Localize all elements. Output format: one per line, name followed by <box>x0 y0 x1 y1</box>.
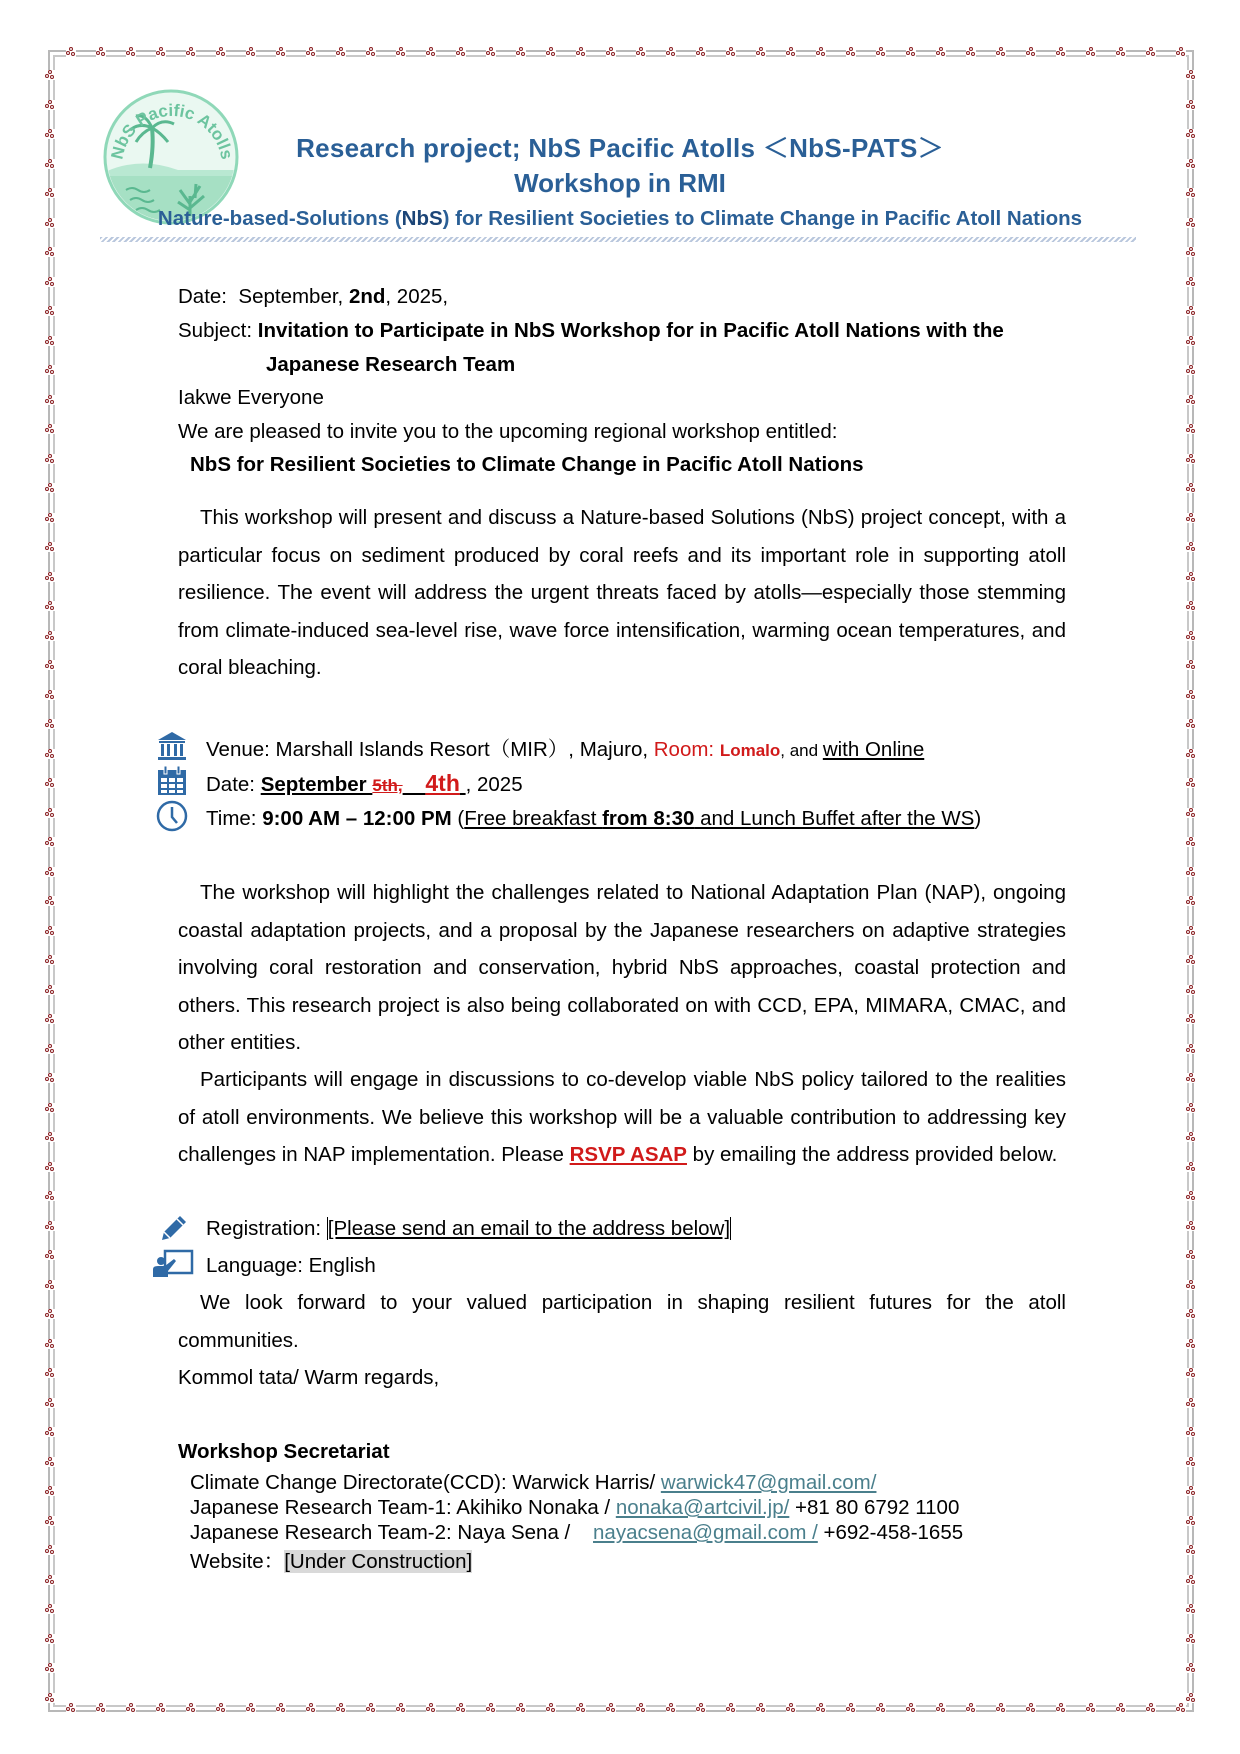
border-ornament-icon <box>1056 1703 1066 1713</box>
border-ornament-icon <box>786 1703 796 1713</box>
border-ornament-icon <box>45 1221 55 1231</box>
border-ornament-icon <box>936 1703 946 1713</box>
border-ornament-icon <box>45 100 55 110</box>
venue-line: Venue: Marshall Islands Resort（MIR）, Majuro, Room: Lomalo, and with Online <box>206 738 925 761</box>
border-ornament-icon <box>936 47 946 57</box>
border-ornament-icon <box>1186 926 1196 936</box>
border-ornament-icon <box>996 47 1006 57</box>
border-ornament-icon <box>186 1703 196 1713</box>
border-ornament-icon <box>45 1427 55 1437</box>
border-ornament-icon <box>156 47 166 57</box>
border-ornament-icon <box>666 47 676 57</box>
border-ornament-icon <box>45 483 55 493</box>
border-ornament-icon <box>45 808 55 818</box>
border-ornament-icon <box>1186 719 1196 729</box>
border-ornament-icon <box>666 1703 676 1713</box>
border-ornament-icon <box>696 1703 706 1713</box>
border-ornament-icon <box>546 47 556 57</box>
border-ornament-icon <box>906 47 916 57</box>
border-ornament-icon <box>45 601 55 611</box>
border-ornament-icon <box>45 129 55 139</box>
border-ornament-icon <box>45 1604 55 1614</box>
language-line: Language: English <box>206 1254 376 1277</box>
border-ornament-icon <box>246 1703 256 1713</box>
border-ornament-icon <box>156 1703 166 1713</box>
border-ornament-icon <box>1186 1132 1196 1142</box>
border-ornament-icon <box>1176 1703 1186 1713</box>
border-ornament-icon <box>45 70 55 80</box>
border-ornament-icon <box>1186 1693 1196 1703</box>
border-ornament-icon <box>45 1103 55 1113</box>
border-ornament-icon <box>45 955 55 965</box>
border-ornament-icon <box>1146 1703 1156 1713</box>
border-ornament-icon <box>45 985 55 995</box>
border-ornament-icon <box>45 1250 55 1260</box>
border-ornament-icon <box>1026 1703 1036 1713</box>
letter-intro: We are pleased to invite you to the upcoming regional workshop entitled: <box>178 420 838 443</box>
border-ornament-icon <box>756 47 766 57</box>
website-line: Website：[Under Construction] <box>190 1550 473 1573</box>
border-ornament-icon <box>396 1703 406 1713</box>
border-ornament-icon <box>45 1663 55 1673</box>
border-ornament-icon <box>45 306 55 316</box>
border-ornament-icon <box>1086 1703 1096 1713</box>
registration-line: Registration: [Please send an email to the address below] <box>206 1217 731 1240</box>
border-ornament-icon <box>1056 47 1066 57</box>
signoff: Kommol tata/ Warm regards, <box>178 1366 440 1389</box>
rsvp-link[interactable]: RSVP ASAP <box>569 1143 687 1166</box>
paragraph-closing: We look forward to your valued participation in shaping resilient futures for the atoll communities. <box>178 1291 1066 1352</box>
border-ornament-icon <box>1186 1634 1196 1644</box>
border-ornament-icon <box>1186 336 1196 346</box>
border-ornament-icon <box>1186 1162 1196 1172</box>
border-ornament-icon <box>1116 1703 1126 1713</box>
website-value: [Under Construction] <box>284 1550 473 1573</box>
border-ornament-icon <box>45 365 55 375</box>
border-ornament-icon <box>126 1703 136 1713</box>
border-ornament-icon <box>45 1634 55 1644</box>
border-ornament-icon <box>1186 955 1196 965</box>
border-ornament-icon <box>1186 1545 1196 1555</box>
border-ornament-icon <box>696 47 706 57</box>
border-ornament-icon <box>45 1575 55 1585</box>
border-ornament-icon <box>816 47 826 57</box>
border-ornament-icon <box>96 47 106 57</box>
border-ornament-icon <box>756 1703 766 1713</box>
paragraph-highlights: The workshop will highlight the challenges related to National Adaptation Plan (NAP), ongoing coastal adaptation projects, and a proposal by the Japanese researchers on adaptive strategies involving coral restoration and conservation, hybrid NbS approaches, coastal protection and others. This research project is also being collaborated on with CCD, EPA, MIMARA, CMAC, and other entities. <box>178 881 1066 1054</box>
border-ornament-icon <box>1026 47 1036 57</box>
border-ornament-icon <box>1186 631 1196 641</box>
border-ornament-icon <box>45 277 55 287</box>
border-ornament-icon <box>846 1703 856 1713</box>
border-ornament-icon <box>45 1132 55 1142</box>
border-ornament-icon <box>276 1703 286 1713</box>
letter-greeting: Iakwe Everyone <box>178 386 324 409</box>
border-ornament-icon <box>45 749 55 759</box>
border-ornament-icon <box>1186 1398 1196 1408</box>
border-ornament-icon <box>1186 985 1196 995</box>
border-ornament-icon <box>1186 1250 1196 1260</box>
border-ornament-icon <box>1186 454 1196 464</box>
event-date-line: Date: September 5th, 4th , 2025 <box>206 770 523 796</box>
online-link[interactable]: with Online <box>822 738 925 761</box>
border-ornament-icon <box>996 1703 1006 1713</box>
border-ornament-icon <box>366 47 376 57</box>
border-ornament-icon <box>816 1703 826 1713</box>
border-ornament-icon <box>1086 47 1096 57</box>
border-ornament-icon <box>546 1703 556 1713</box>
pencil-icon <box>158 1212 190 1244</box>
border-ornament-icon <box>45 159 55 169</box>
border-ornament-icon <box>126 47 136 57</box>
border-ornament-icon <box>516 1703 526 1713</box>
border-ornament-icon <box>1186 513 1196 523</box>
border-ornament-icon <box>456 47 466 57</box>
border-ornament-icon <box>1186 395 1196 405</box>
clock-icon <box>156 800 188 832</box>
border-ornament-icon <box>45 454 55 464</box>
border-ornament-icon <box>1186 306 1196 316</box>
border-ornament-icon <box>336 1703 346 1713</box>
border-ornament-icon <box>1186 1191 1196 1201</box>
border-ornament-icon <box>876 47 886 57</box>
border-ornament-icon <box>45 1368 55 1378</box>
border-ornament-icon <box>1186 1604 1196 1614</box>
border-ornament-icon <box>516 47 526 57</box>
subtitle-nbs: Nature-based-Solutions (NbS) for Resilient Societies to Climate Change in Pacific Atoll Nations <box>157 207 1083 230</box>
border-ornament-icon <box>1186 1014 1196 1024</box>
border-ornament-icon <box>45 1309 55 1319</box>
calendar-icon <box>156 765 188 797</box>
border-ornament-icon <box>45 1073 55 1083</box>
border-ornament-icon <box>45 247 55 257</box>
teacher-board-icon <box>152 1247 194 1279</box>
border-ornament-icon <box>1186 1486 1196 1496</box>
border-ornament-icon <box>1186 1339 1196 1349</box>
border-ornament-icon <box>45 1398 55 1408</box>
border-ornament-icon <box>306 47 316 57</box>
border-ornament-icon <box>906 1703 916 1713</box>
border-ornament-icon <box>366 1703 376 1713</box>
border-ornament-icon <box>966 47 976 57</box>
border-ornament-icon <box>1186 1073 1196 1083</box>
border-ornament-icon <box>396 47 406 57</box>
border-ornament-icon <box>1186 365 1196 375</box>
border-ornament-icon <box>45 778 55 788</box>
border-ornament-icon <box>45 896 55 906</box>
registration-instructions[interactable]: [Please send an email to the address below] <box>327 1217 731 1240</box>
border-ornament-icon <box>1186 660 1196 670</box>
border-ornament-icon <box>726 47 736 57</box>
border-ornament-icon <box>186 47 196 57</box>
border-ornament-icon <box>1186 572 1196 582</box>
border-ornament-icon <box>1176 47 1186 57</box>
paragraph-participants: Participants will engage in discussions to co-develop viable NbS policy tailored to the realities of atoll environments. We believe this workshop will be a valuable contribution to addressing key challenges in NAP implementation. Please RSVP ASAP by emailing the address provided below. <box>178 1068 1066 1166</box>
border-ornament-icon <box>1186 424 1196 434</box>
border-ornament-icon <box>45 218 55 228</box>
border-ornament-icon <box>966 1703 976 1713</box>
border-ornament-icon <box>1186 1427 1196 1437</box>
border-ornament-icon <box>45 837 55 847</box>
border-ornament-icon <box>66 47 76 57</box>
border-ornament-icon <box>45 572 55 582</box>
border-ornament-icon <box>1186 483 1196 493</box>
border-ornament-icon <box>45 513 55 523</box>
border-ornament-icon <box>846 47 856 57</box>
border-ornament-icon <box>306 1703 316 1713</box>
border-ornament-icon <box>636 47 646 57</box>
border-ornament-icon <box>45 1486 55 1496</box>
workshop-title: NbS for Resilient Societies to Climate Change in Pacific Atoll Nations <box>190 453 864 476</box>
border-ornament-icon <box>1186 1516 1196 1526</box>
border-ornament-icon <box>786 47 796 57</box>
border-ornament-icon <box>1146 47 1156 57</box>
title-workshop-in-rmi: Workshop in RMI <box>514 168 726 198</box>
border-ornament-icon <box>1186 70 1196 80</box>
border-ornament-icon <box>66 1703 76 1713</box>
border-ornament-icon <box>1186 188 1196 198</box>
border-ornament-icon <box>606 1703 616 1713</box>
border-ornament-icon <box>426 47 436 57</box>
border-ornament-icon <box>606 47 616 57</box>
border-ornament-icon <box>1186 1280 1196 1290</box>
border-ornament-icon <box>1116 47 1126 57</box>
border-ornament-icon <box>426 1703 436 1713</box>
border-ornament-icon <box>1186 749 1196 759</box>
border-ornament-icon <box>1186 778 1196 788</box>
border-ornament-icon <box>1186 1044 1196 1054</box>
svg-text:NbS Pacific Atolls: NbS Pacific Atolls <box>107 100 237 162</box>
border-ornament-icon <box>1186 1368 1196 1378</box>
border-ornament-icon <box>1186 159 1196 169</box>
email-link-team2[interactable]: nayacsena@gmail.com / <box>593 1521 818 1544</box>
border-ornament-icon <box>1186 867 1196 877</box>
border-ornament-icon <box>726 1703 736 1713</box>
border-ornament-icon <box>1186 1309 1196 1319</box>
border-ornament-icon <box>45 1280 55 1290</box>
contact-ccd: Climate Change Directorate(CCD): Warwick Harris/ warwick47@gmail.com/ <box>190 1471 877 1494</box>
border-ornament-icon <box>45 424 55 434</box>
header-divider <box>100 237 1136 242</box>
border-ornament-icon <box>1186 542 1196 552</box>
border-ornament-icon <box>45 1339 55 1349</box>
email-link-ccd[interactable]: warwick47@gmail.com/ <box>660 1471 877 1494</box>
border-ornament-icon <box>1186 601 1196 611</box>
border-ornament-icon <box>45 395 55 405</box>
border-ornament-icon <box>1186 100 1196 110</box>
border-ornament-icon <box>486 1703 496 1713</box>
border-ornament-icon <box>246 47 256 57</box>
border-ornament-icon <box>486 47 496 57</box>
secretariat-heading: Workshop Secretariat <box>178 1440 390 1463</box>
border-ornament-icon <box>1186 247 1196 257</box>
border-ornament-icon <box>45 1545 55 1555</box>
border-ornament-icon <box>45 1044 55 1054</box>
border-ornament-icon <box>45 631 55 641</box>
border-ornament-icon <box>1186 1663 1196 1673</box>
border-ornament-icon <box>45 690 55 700</box>
contact-team2: Japanese Research Team-2: Naya Sena / nayacsena@gmail.com / +692-458-1655 <box>190 1521 964 1544</box>
paragraph-concept: This workshop will present and discuss a Nature-based Solutions (NbS) project concept, with a particular focus on sediment produced by coral reefs and its important role in supporting atoll resilience. The event will address the urgent threats faced by atolls—especially those stemming from climate-induced sea-level rise, wave force intensification, warming ocean temperatures, and coral bleaching. <box>178 506 1066 679</box>
border-ornament-icon <box>1186 1575 1196 1585</box>
email-link-team1[interactable]: nonaka@artcivil.jp/ <box>615 1496 790 1519</box>
border-ornament-icon <box>1186 1103 1196 1113</box>
border-ornament-icon <box>1186 690 1196 700</box>
border-ornament-icon <box>96 1703 106 1713</box>
contact-team1: Japanese Research Team-1: Akihiko Nonaka / nonaka@artcivil.jp/ +81 80 6792 1100 <box>190 1496 960 1519</box>
border-ornament-icon <box>1186 808 1196 818</box>
border-ornament-icon <box>1186 837 1196 847</box>
border-ornament-icon <box>876 1703 886 1713</box>
border-ornament-icon <box>1186 218 1196 228</box>
building-icon <box>156 730 188 762</box>
border-ornament-icon <box>45 926 55 936</box>
border-ornament-icon <box>45 719 55 729</box>
border-ornament-icon <box>1186 1221 1196 1231</box>
border-ornament-icon <box>636 1703 646 1713</box>
border-ornament-icon <box>45 336 55 346</box>
border-ornament-icon <box>336 47 346 57</box>
border-ornament-icon <box>1186 277 1196 287</box>
border-ornament-icon <box>45 867 55 877</box>
border-ornament-icon <box>45 660 55 670</box>
border-ornament-icon <box>45 1014 55 1024</box>
letter-date: Date: September, 2nd, 2025, <box>178 285 449 308</box>
border-ornament-icon <box>45 1693 55 1703</box>
border-ornament-icon <box>45 1162 55 1172</box>
border-ornament-icon <box>276 47 286 57</box>
border-ornament-icon <box>216 1703 226 1713</box>
border-ornament-icon <box>45 188 55 198</box>
letter-subject-line2: Japanese Research Team <box>266 353 516 376</box>
border-ornament-icon <box>45 1516 55 1526</box>
border-ornament-icon <box>45 1191 55 1201</box>
border-ornament-icon <box>576 47 586 57</box>
border-ornament-icon <box>1186 896 1196 906</box>
border-ornament-icon <box>1186 1457 1196 1467</box>
letter-subject: Subject: Invitation to Participate in NbS Workshop for in Pacific Atoll Nations with the <box>178 319 1004 342</box>
border-ornament-icon <box>45 542 55 552</box>
border-ornament-icon <box>1186 129 1196 139</box>
border-ornament-icon <box>456 1703 466 1713</box>
time-line: Time: 9:00 AM – 12:00 PM (Free breakfast from 8:30 and Lunch Buffet after the WS) <box>206 807 982 830</box>
border-ornament-icon <box>45 1457 55 1467</box>
border-ornament-icon <box>216 47 226 57</box>
title-research-project: Research project; NbS Pacific Atolls ＜NbS-PATS＞ <box>296 133 944 163</box>
border-ornament-icon <box>576 1703 586 1713</box>
